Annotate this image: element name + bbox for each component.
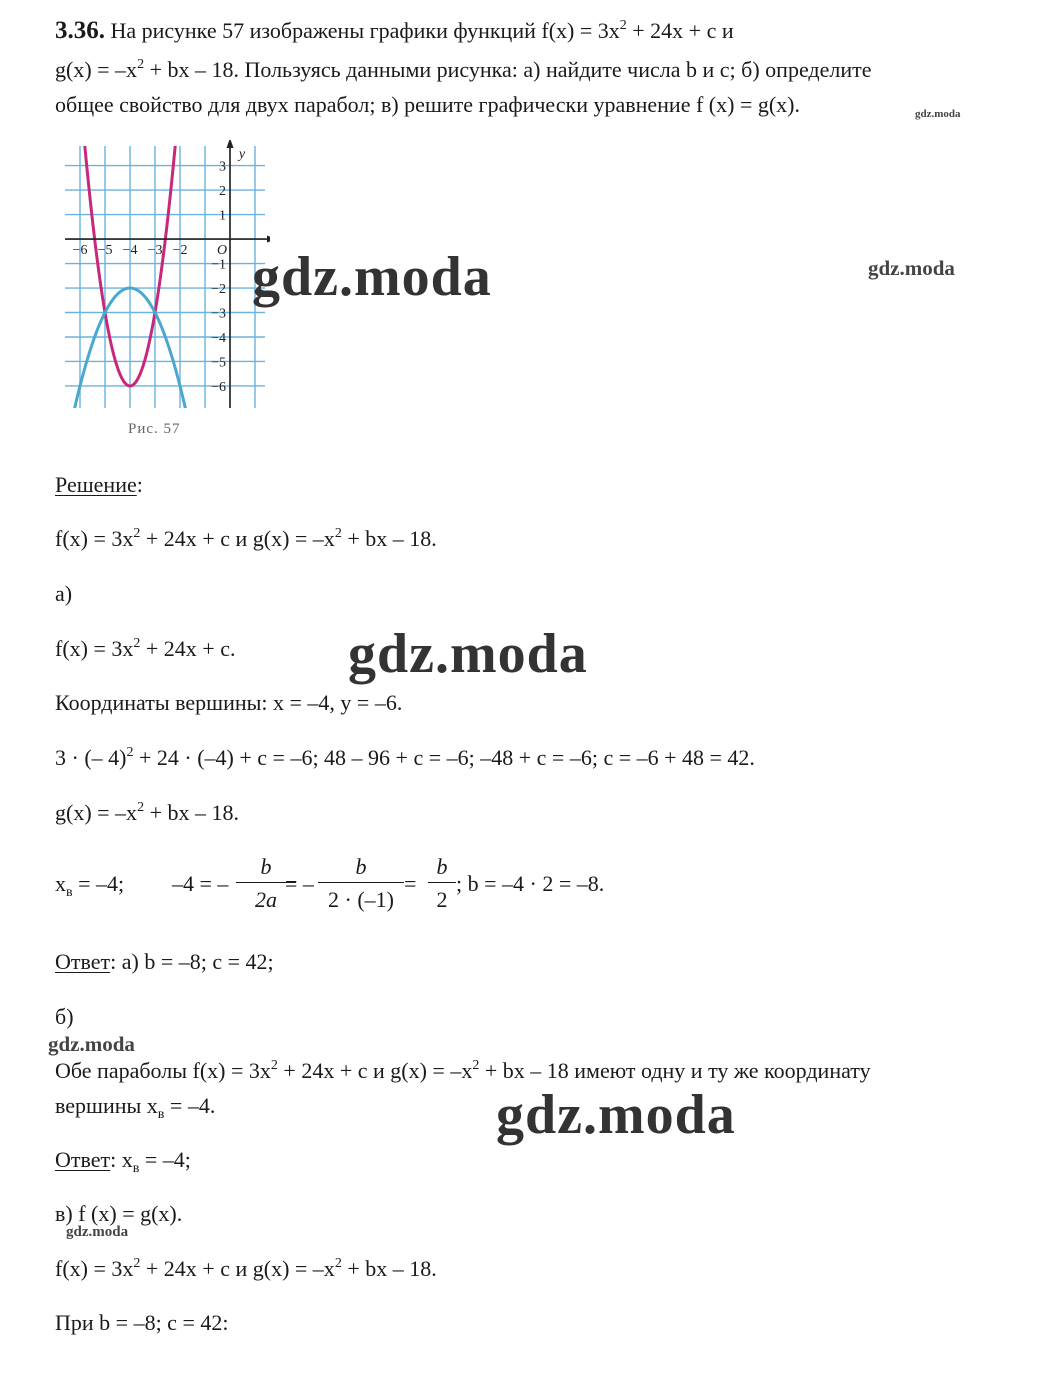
y-tick-label: −1 <box>211 257 226 273</box>
x-tick-label: −5 <box>97 243 113 259</box>
problem-line-1: 3.36. На рисунке 57 изображены графики функций $f(x) = 3x^2 + 24x + c$ и <box>55 17 734 44</box>
watermark: gdz.moda <box>868 256 955 280</box>
g-definition: $g(x) = -x^2$ + bx – 18. <box>55 800 239 825</box>
y-axis-label: y <box>238 147 246 162</box>
watermark: gdz.moda <box>66 1224 129 1240</box>
y-tick-label: 3 <box>219 159 226 175</box>
watermark: gdz.moda <box>496 1084 736 1146</box>
part-b-label: б) <box>55 1004 74 1029</box>
watermark: gdz.moda <box>915 108 961 120</box>
part-a-label: а) <box>55 581 73 606</box>
equation-c: 3 · (– 4)$^2$ + 24 · (–4) + c = –6; 48 – 96 + c = –6; –48 + c = –6; c = –6 + 48 = 42. <box>55 745 755 770</box>
given-functions-repeat: $f(x) = 3x^2 + 24x + c$ и $g(x) = -x^2$ + bx – 18. <box>55 1256 437 1281</box>
answer-b: Ответ: $x_в = -4$; <box>55 1147 191 1176</box>
problem-number: 3.36. <box>55 17 105 44</box>
y-tick-label: −2 <box>211 282 226 298</box>
x-tick-label: −3 <box>147 243 163 259</box>
y-tick-label: 2 <box>219 184 226 200</box>
substitution-values: При b = –8; c = 42: <box>55 1310 229 1335</box>
watermark: gdz.moda <box>252 246 492 308</box>
problem-line-2: $g(x) = -x^2$ + bx – 18. Пользуясь данными рисунка: а) найдите числа b и c; б) определите <box>55 57 872 82</box>
y-tick-label: 1 <box>219 208 226 224</box>
fraction-b-over-2-minus-1: $\frac{b}{2 \cdot (-1)}$ <box>318 854 404 913</box>
vertex-line: вершины $x_в = -4$. <box>55 1093 216 1122</box>
x-tick-label: −6 <box>72 243 88 259</box>
fraction-b-over-2a: $\frac{b}{2a}$ <box>236 854 296 913</box>
y-tick-label: −4 <box>211 330 226 346</box>
y-tick-label: −5 <box>211 355 226 371</box>
figure-57 <box>55 140 270 440</box>
parabola-g <box>65 288 265 440</box>
f-definition: $f(x) = 3x^2 + 24x + c$. <box>55 636 236 661</box>
figure-caption: Рис. 57 <box>128 421 181 437</box>
solution-heading: Решение: <box>55 472 143 497</box>
origin-label: O <box>216 243 228 259</box>
b-eq-equals: = <box>404 871 417 896</box>
problem-line-3: общее свойство для двух парабол; в) решите графически уравнение f (x) = g(x). <box>55 92 801 117</box>
b-eq-end: ; b = –4 · 2 = –8. <box>456 871 605 896</box>
b-eq-mid: = – <box>285 871 314 896</box>
y-tick-label: −6 <box>211 379 226 395</box>
y-tick-label: −3 <box>211 306 226 322</box>
part-c-label: в) f (x) = g(x). <box>55 1201 183 1226</box>
both-parabolas-text: Обе параболы $f(x) = 3x^2 + 24x + c$ и $g(x) = -x^2$ + bx – 18 имеют одну и ту же координату <box>55 1058 871 1083</box>
watermark: gdz.moda <box>48 1032 135 1056</box>
fraction-b-over-2: $\frac{b}{2}$ <box>428 854 456 913</box>
vertex-coordinates: Координаты вершины: x = –4, y = –6. <box>55 690 403 715</box>
b-eq-start: –4 = – <box>172 871 229 896</box>
x-tick-label: −2 <box>172 243 188 259</box>
x-tick-label: −4 <box>122 243 138 259</box>
answer-a: Ответ: а) b = –8; c = 42; <box>55 949 274 974</box>
y-axis-arrow <box>227 140 234 148</box>
xv-value: $x_в = -4$; <box>55 871 125 900</box>
x-axis-arrow <box>267 236 270 243</box>
watermark: gdz.moda <box>348 623 588 685</box>
given-functions: $f(x) = 3x^2 + 24x + c$ и $g(x) = -x^2$ + bx – 18. <box>55 526 437 551</box>
